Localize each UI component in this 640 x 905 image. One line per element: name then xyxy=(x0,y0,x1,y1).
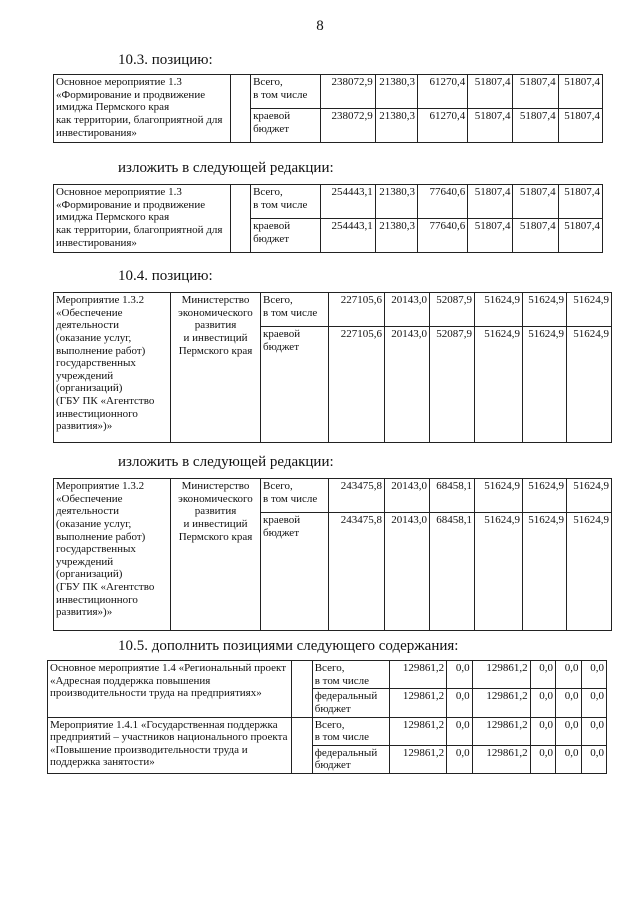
amount-cell: 129861,2 xyxy=(390,745,447,773)
amount-cell: 129861,2 xyxy=(390,661,447,689)
amount-cell: 0,0 xyxy=(556,717,581,745)
amount-cell: 20143,0 xyxy=(385,327,430,443)
executor-cell xyxy=(230,185,250,253)
amount-cell: 51807,4 xyxy=(558,75,602,109)
amount-cell: 52087,9 xyxy=(430,327,475,443)
budget-table xyxy=(53,478,612,631)
budget-table xyxy=(53,292,612,443)
amount-cell: 51807,4 xyxy=(513,75,558,109)
amount-cell: 61270,4 xyxy=(417,109,467,143)
amount-cell: 51624,9 xyxy=(523,327,567,443)
executor-cell: Министерство экономического развития и инвестиций Пермского края xyxy=(171,293,261,443)
table-row xyxy=(54,185,603,219)
amount-cell: 52087,9 xyxy=(430,293,475,327)
amount-cell: 254443,1 xyxy=(321,219,375,253)
amount-cell: 129861,2 xyxy=(472,745,530,773)
amount-cell: 51807,4 xyxy=(468,185,513,219)
executor-cell xyxy=(292,661,312,718)
amount-cell: 51624,9 xyxy=(475,293,523,327)
funding-source: Всего, в том числе xyxy=(251,75,321,109)
funding-source: краевой бюджет xyxy=(261,513,329,631)
amount-cell: 51807,4 xyxy=(513,219,558,253)
amount-cell: 51807,4 xyxy=(513,185,558,219)
amount-cell: 51624,9 xyxy=(523,479,567,513)
amount-cell: 61270,4 xyxy=(417,75,467,109)
amount-cell: 243475,8 xyxy=(329,513,385,631)
section-heading: 10.4. позицию: xyxy=(118,268,213,284)
amount-cell: 51624,9 xyxy=(475,327,523,443)
amount-cell: 0,0 xyxy=(530,689,555,717)
amount-cell: 227105,6 xyxy=(329,327,385,443)
amount-cell: 129861,2 xyxy=(390,717,447,745)
amount-cell: 0,0 xyxy=(556,661,581,689)
table-row xyxy=(48,717,607,745)
table-row xyxy=(54,75,603,109)
amount-cell: 51807,4 xyxy=(513,109,558,143)
amount-cell: 51807,4 xyxy=(468,109,513,143)
activity-name: Мероприятие 1.3.2 «Обеспечение деятельности (оказание услуг, выполнение работ) государственных учреждений (организаций) (ГБУ ПК «Агентство инвестиционного развития»)» xyxy=(54,293,171,443)
budget-table xyxy=(47,660,607,774)
amount-cell: 0,0 xyxy=(556,689,581,717)
amount-cell: 51624,9 xyxy=(567,513,612,631)
amount-cell: 51624,9 xyxy=(475,479,523,513)
amount-cell: 0,0 xyxy=(530,717,555,745)
amount-cell: 51624,9 xyxy=(567,293,612,327)
amount-cell: 0,0 xyxy=(581,661,607,689)
amount-cell: 243475,8 xyxy=(329,479,385,513)
table-row xyxy=(54,479,612,513)
amount-cell: 0,0 xyxy=(581,745,607,773)
funding-source: краевой бюджет xyxy=(261,327,329,443)
amount-cell: 129861,2 xyxy=(472,689,530,717)
amount-cell: 254443,1 xyxy=(321,185,375,219)
amount-cell: 51807,4 xyxy=(558,185,602,219)
funding-source: Всего, в том числе xyxy=(251,185,321,219)
amount-cell: 51807,4 xyxy=(558,219,602,253)
activity-name: Основное мероприятие 1.3 «Формирование и продвижение имиджа Пермского края как территории, благоприятной для инвестирования» xyxy=(54,185,231,253)
funding-source: краевой бюджет xyxy=(251,219,321,253)
amount-cell: 51807,4 xyxy=(468,219,513,253)
amount-cell: 51624,9 xyxy=(567,479,612,513)
funding-source: краевой бюджет xyxy=(251,109,321,143)
funding-source: Всего, в том числе xyxy=(312,661,389,689)
amount-cell: 0,0 xyxy=(581,689,607,717)
funding-source: федеральный бюджет xyxy=(312,689,389,717)
amount-cell: 77640,6 xyxy=(417,185,467,219)
amount-cell: 68458,1 xyxy=(430,513,475,631)
amount-cell: 0,0 xyxy=(530,745,555,773)
amount-cell: 51624,9 xyxy=(475,513,523,631)
amount-cell: 20143,0 xyxy=(385,293,430,327)
amount-cell: 51624,9 xyxy=(523,293,567,327)
amount-cell: 0,0 xyxy=(530,661,555,689)
amount-cell: 0,0 xyxy=(447,689,472,717)
table-row xyxy=(54,293,612,327)
amount-cell: 20143,0 xyxy=(385,513,430,631)
amount-cell: 0,0 xyxy=(447,745,472,773)
executor-cell xyxy=(292,717,312,774)
funding-source: Всего, в том числе xyxy=(261,293,329,327)
activity-name: Основное мероприятие 1.3 «Формирование и продвижение имиджа Пермского края как территории, благоприятной для инвестирования» xyxy=(54,75,231,143)
amount-cell: 77640,6 xyxy=(417,219,467,253)
amount-cell: 227105,6 xyxy=(329,293,385,327)
funding-source: Всего, в том числе xyxy=(312,717,389,745)
amount-cell: 238072,9 xyxy=(321,75,375,109)
amount-cell: 51624,9 xyxy=(523,513,567,631)
executor-cell xyxy=(230,75,250,143)
amount-cell: 20143,0 xyxy=(385,479,430,513)
activity-name: Мероприятие 1.4.1 «Государственная поддержка предприятий – участников национального проекта «Повышение производительности труда и поддержка занятости» xyxy=(48,717,292,774)
amount-cell: 129861,2 xyxy=(472,661,530,689)
funding-source: Всего, в том числе xyxy=(261,479,329,513)
page-number: 8 xyxy=(316,18,324,34)
budget-table xyxy=(53,184,603,253)
section-heading: изложить в следующей редакции: xyxy=(118,454,334,470)
section-heading: изложить в следующей редакции: xyxy=(118,160,334,176)
funding-source: федеральный бюджет xyxy=(312,745,389,773)
section-heading: 10.3. позицию: xyxy=(118,52,213,68)
amount-cell: 0,0 xyxy=(447,717,472,745)
activity-name: Мероприятие 1.3.2 «Обеспечение деятельности (оказание услуг, выполнение работ) государственных учреждений (организаций) (ГБУ ПК «Агентство инвестиционного развития»)» xyxy=(54,479,171,631)
amount-cell: 51624,9 xyxy=(567,327,612,443)
amount-cell: 51807,4 xyxy=(558,109,602,143)
executor-cell: Министерство экономического развития и инвестиций Пермского края xyxy=(171,479,261,631)
amount-cell: 0,0 xyxy=(581,717,607,745)
section-heading: 10.5. дополнить позициями следующего содержания: xyxy=(118,638,459,654)
amount-cell: 129861,2 xyxy=(472,717,530,745)
amount-cell: 68458,1 xyxy=(430,479,475,513)
amount-cell: 0,0 xyxy=(556,745,581,773)
budget-table xyxy=(53,74,603,143)
amount-cell: 129861,2 xyxy=(390,689,447,717)
amount-cell: 21380,3 xyxy=(375,185,417,219)
amount-cell: 21380,3 xyxy=(375,109,417,143)
amount-cell: 238072,9 xyxy=(321,109,375,143)
amount-cell: 21380,3 xyxy=(375,75,417,109)
activity-name: Основное мероприятие 1.4 «Региональный проект «Адресная поддержка повышения производительности труда на предприятиях» xyxy=(48,661,292,718)
table-row xyxy=(48,661,607,689)
amount-cell: 51807,4 xyxy=(468,75,513,109)
amount-cell: 21380,3 xyxy=(375,219,417,253)
amount-cell: 0,0 xyxy=(447,661,472,689)
